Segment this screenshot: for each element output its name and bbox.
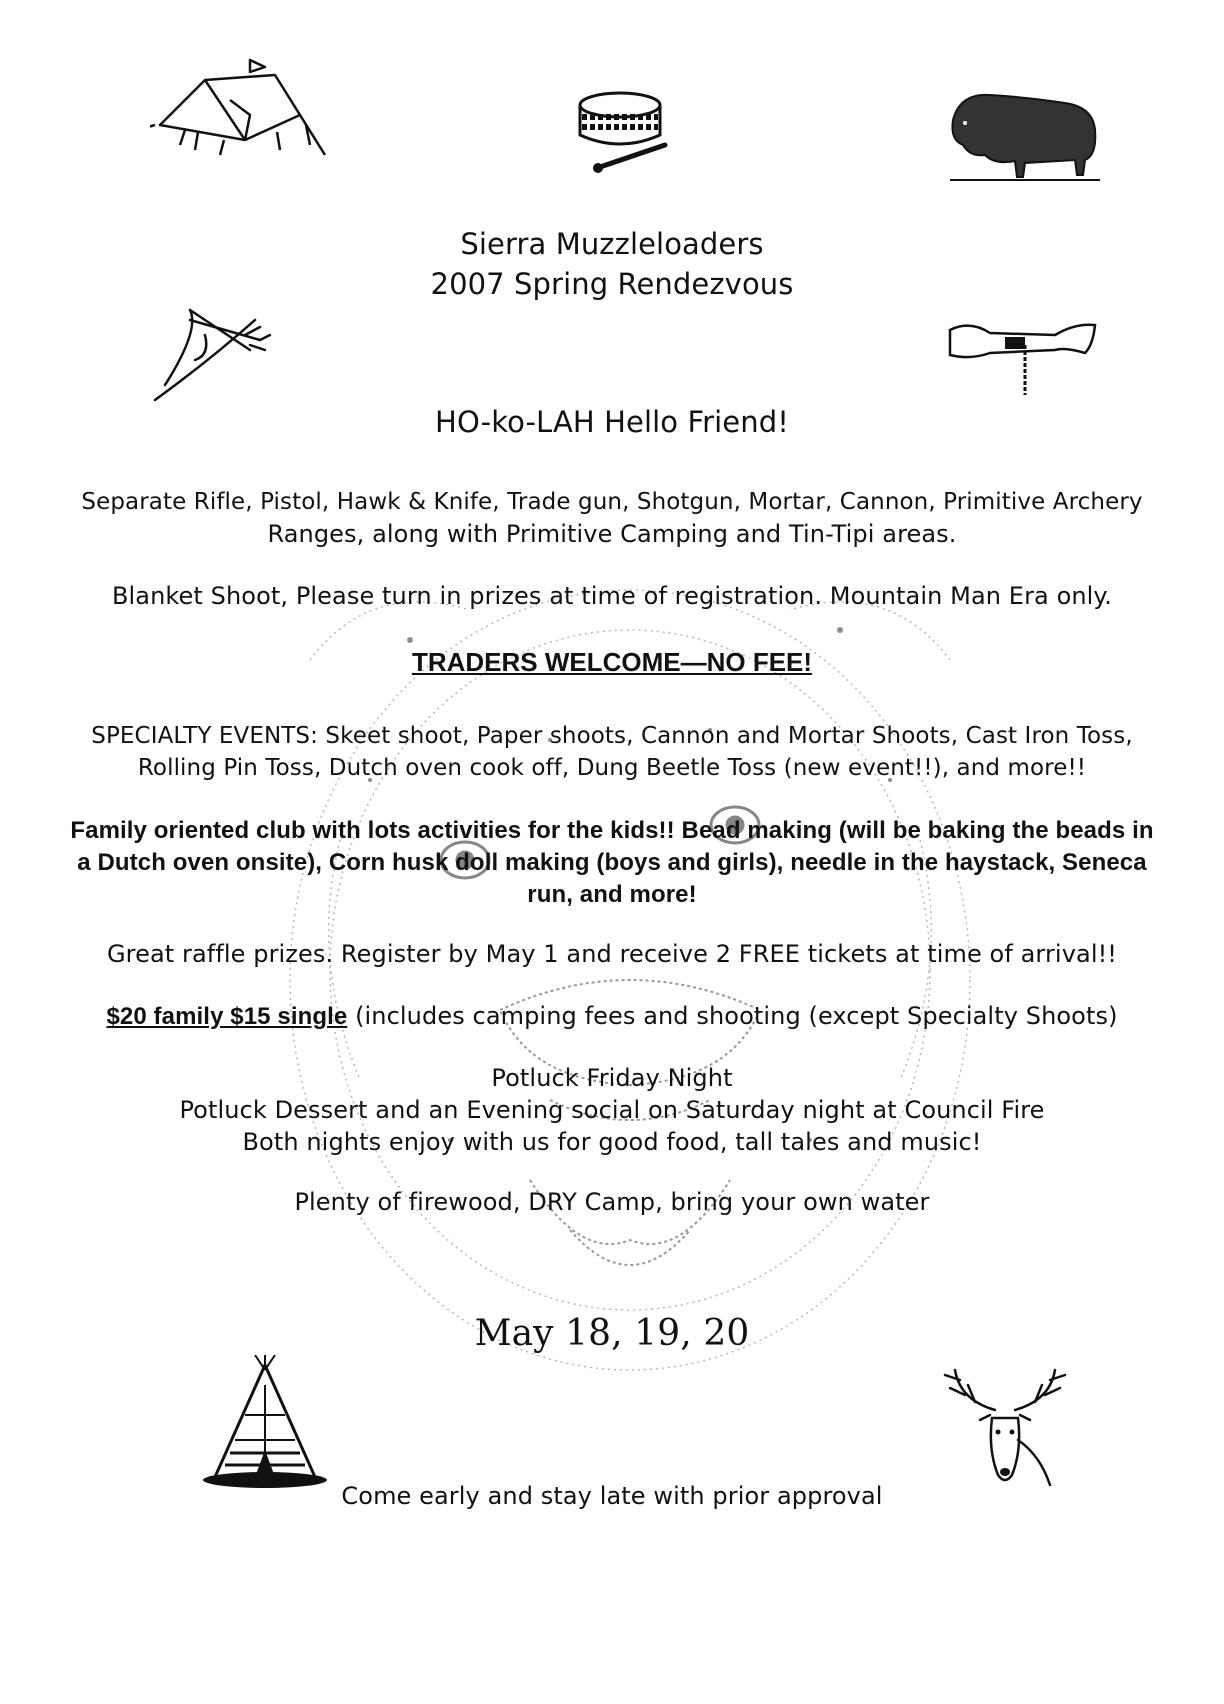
greeting: HO-ko-LAH Hello Friend! [435, 405, 789, 439]
family-line-2: a Dutch oven onsite), Corn husk doll making (boys and girls), needle in the haystack, Seneca [77, 849, 1147, 876]
peace-pipe-icon [945, 315, 1100, 400]
tipi-icon [200, 1355, 330, 1490]
title-line-2: 2007 Spring Rendezvous [430, 267, 794, 301]
family-line-3: run, and more! [527, 881, 697, 908]
title-line-1: Sierra Muzzleloaders [460, 227, 764, 261]
firewood-text: Plenty of firewood, DRY Camp, bring your own water [294, 1188, 930, 1216]
drum-icon [570, 85, 680, 180]
specialty-line-2: Rolling Pin Toss, Dutch oven cook off, Dung Beetle Toss (new event!!), and more!! [137, 755, 1087, 781]
tent-icon [150, 55, 335, 175]
raffle-text: Great raffle prizes. Register by May 1 and receive 2 FREE tickets at time of arrival!! [106, 940, 1118, 968]
fees-note: (includes camping fees and shooting (except Specialty Shoots) [347, 1002, 1118, 1030]
potluck-line-3: Both nights enjoy with us for good food, tall tales and music! [242, 1128, 982, 1156]
ranges-line-1: Separate Rifle, Pistol, Hawk & Knife, Trade gun, Shotgun, Mortar, Cannon, Primitive Archery [81, 489, 1143, 515]
bow-quiver-icon [150, 300, 280, 405]
bison-icon [945, 85, 1105, 185]
footer-text: Come early and stay late with prior approval [341, 1482, 883, 1510]
potluck-line-1: Potluck Friday Night [491, 1064, 733, 1092]
fees-price: $20 family $15 single [106, 1003, 348, 1030]
traders-welcome: TRADERS WELCOME—NO FEE! [411, 647, 813, 677]
event-dates: May 18, 19, 20 [474, 1313, 750, 1354]
fees-line [0, 1000, 1224, 1033]
ranges-line-2: Ranges, along with Primitive Camping and Tin-Tipi areas. [267, 520, 957, 548]
deer-icon [940, 1360, 1070, 1490]
blanket-shoot: Blanket Shoot, Please turn in prizes at time of registration. Mountain Man Era only. [111, 582, 1113, 610]
family-line-1: Family oriented club with lots activities for the kids!! Bead making (will be baking the beads in [70, 817, 1154, 844]
specialty-line-1: SPECIALTY EVENTS: Skeet shoot, Paper shoots, Cannon and Mortar Shoots, Cast Iron Toss, [91, 723, 1133, 749]
potluck-line-2: Potluck Dessert and an Evening social on Saturday night at Council Fire [179, 1096, 1045, 1124]
